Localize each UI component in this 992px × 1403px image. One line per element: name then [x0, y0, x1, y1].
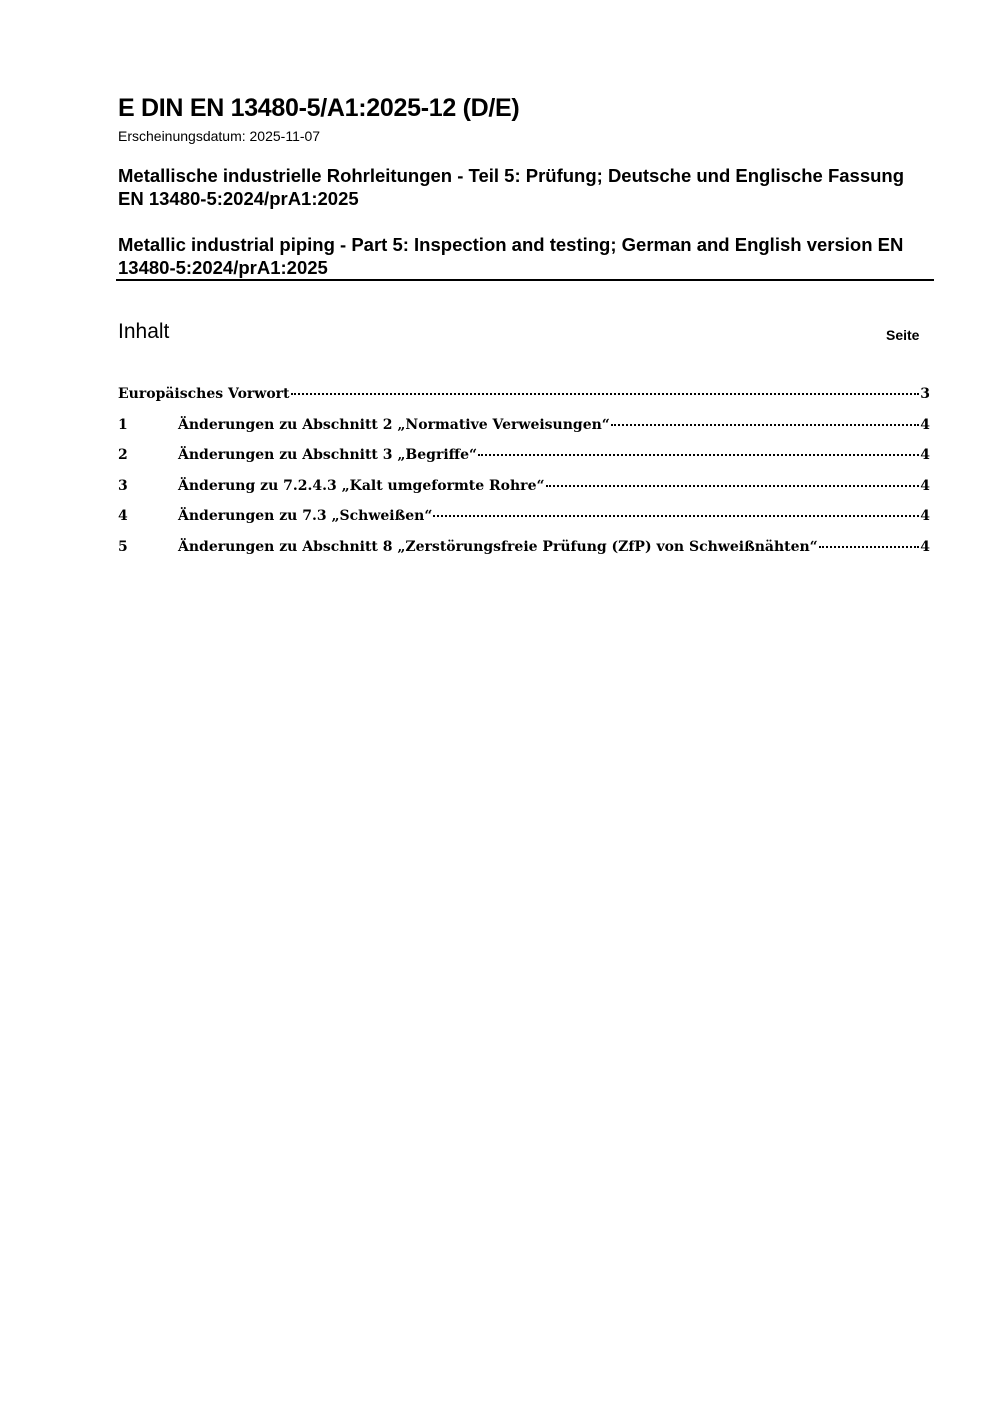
toc-entry-3[interactable]: [118, 478, 930, 509]
table-of-contents: [118, 386, 930, 569]
toc-entry-title: Änderungen zu Abschnitt 3 „Begriffe“: [178, 447, 478, 463]
header-divider: [116, 279, 934, 281]
toc-entry-number: 1: [118, 416, 128, 433]
toc-dot-leader: [291, 393, 920, 395]
toc-entry-page: 4: [920, 416, 930, 433]
title-english: Metallic industrial piping - Part 5: Inspection and testing; German and English version EN 13480-5:2024/prA1:2025: [118, 234, 904, 278]
toc-entry-title: Änderungen zu Abschnitt 2 „Normative Verweisungen“: [178, 416, 610, 433]
toc-page-label: Seite: [886, 327, 920, 343]
title-german: Metallische industrielle Rohrleitungen - Teil 5: Prüfung; Deutsche und Englische Fassung EN 13480-5:2024/prA1:2025: [118, 165, 905, 209]
toc-entry-page: 4: [920, 477, 930, 494]
toc-entry-page: 3: [920, 386, 930, 402]
toc-entry-foreword[interactable]: [118, 386, 930, 417]
toc-entry-number: 4: [118, 508, 128, 524]
publication-date: Erscheinungsdatum: 2025-11-07: [118, 128, 321, 144]
toc-entry-title: Änderung zu 7.2.4.3 „Kalt umgeformte Rohre“: [178, 477, 545, 494]
toc-entry-5[interactable]: [118, 539, 930, 570]
toc-entry-number: 2: [118, 447, 128, 463]
toc-entry-page: 4: [920, 538, 930, 555]
toc-entry-page: 4: [920, 447, 930, 463]
toc-entry-title: Änderungen zu 7.3 „Schweißen“: [178, 508, 433, 524]
document-id: E DIN EN 13480-5/A1:2025-12 (D/E): [118, 94, 520, 122]
toc-entry-4[interactable]: [118, 508, 930, 539]
toc-entry-title: Änderungen zu Abschnitt 8 „Zerstörungsfreie Prüfung (ZfP) von Schweißnähten“: [178, 538, 818, 555]
toc-dot-leader: [546, 485, 920, 487]
toc-entry-1[interactable]: [118, 417, 930, 448]
toc-entry-number: 5: [118, 538, 128, 555]
toc-dot-leader: [611, 424, 919, 426]
toc-entry-2[interactable]: [118, 447, 930, 478]
toc-dot-leader: [478, 454, 919, 456]
toc-dot-leader: [433, 515, 919, 517]
toc-heading: Inhalt: [118, 320, 170, 343]
toc-entry-number: 3: [118, 477, 128, 494]
toc-entry-title: Europäisches Vorwort: [118, 386, 290, 402]
toc-entry-page: 4: [920, 508, 930, 524]
toc-dot-leader: [819, 546, 920, 548]
